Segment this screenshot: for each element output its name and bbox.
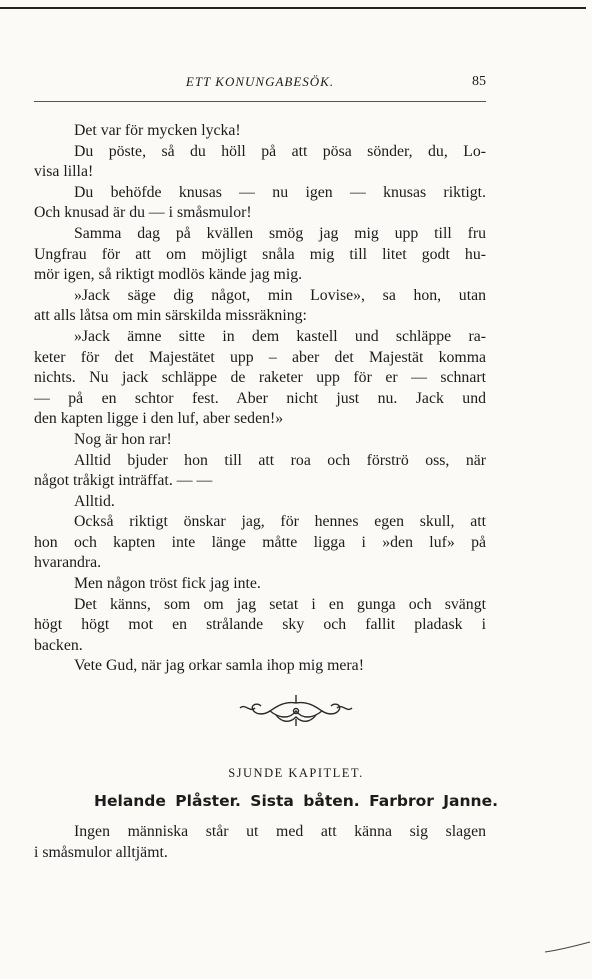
text-line: backen. [34, 636, 83, 654]
text-line: den kapten ligge i den luf, aber seden!» [34, 410, 284, 428]
text-line: Ungfrau för att om möjligt snåla mig till litet godt hu- [34, 245, 486, 263]
text-line: Också riktigt önskar jag, för hennes egen skull, att [74, 513, 486, 531]
text-line: i småsmulor alltjämt. [34, 843, 168, 861]
text-line: keter för det Majestätet upp – aber det Majestät komma [34, 348, 486, 366]
text-line: Du pöste, så du höll på att pösa sönder, du, Lo- [74, 142, 486, 160]
page-header [34, 74, 486, 94]
text-line: Och knusad är du — i småsmulor! [34, 204, 252, 222]
text-line: Alltid. [74, 492, 115, 510]
text-line: Nog är hon rar! [74, 430, 172, 448]
text-line: Du behöfde knusas — nu igen — knusas riktigt. [74, 183, 486, 201]
chapter-title: Helande Plåster. Sista båten. Farbror Janne. [94, 792, 498, 810]
text-line: att alls låtsa om min särskilda missräkning: [34, 307, 307, 325]
text-line: »Jack säge dig något, min Lovise», sa hon, utan [74, 286, 486, 304]
text-line: något tråkigt inträffat. — — [34, 472, 213, 490]
text-line: Det var för mycken lycka! [74, 122, 241, 139]
text-line: mör igen, så riktigt modlös kände jag mig. [34, 266, 303, 284]
text-line: Samma dag på kvällen smög jag mig upp till fru [74, 224, 486, 242]
text-line: hon och kapten inte länge måtte ligga i »den luf» på [34, 533, 486, 551]
text-line: visa lilla! [34, 163, 94, 181]
print-margin-marks [0, 940, 592, 970]
text-line: »Jack ämne sitte in dem kastell und schläppe ra- [74, 327, 486, 345]
header-rule [34, 101, 486, 102]
top-border-rule [0, 7, 586, 9]
ornament-icon [0, 693, 592, 729]
text-line: högt högt mot en strålande sky och fallit pladask i [34, 616, 486, 634]
chapter-body-text [34, 822, 486, 863]
page-number: 85 [472, 74, 486, 89]
text-line: hvarandra. [34, 554, 102, 572]
text-line: Men någon tröst fick jag inte. [74, 575, 261, 593]
text-line: Alltid bjuder hon till att roa och förströ oss, när [74, 451, 486, 469]
text-line: — på en schtor fest. Aber nicht just nu. Jack und [34, 389, 486, 407]
text-line: Vete Gud, när jag orkar samla ihop mig mera! [74, 657, 364, 675]
text-line: nichts. Nu jack schläppe de raketer upp för er — schnart [34, 369, 486, 387]
text-line: Det känns, som om jag setat i en gunga och svängt [74, 595, 486, 613]
body-text [34, 121, 486, 677]
running-head: ETT KONUNGABESÖK. [185, 74, 335, 89]
text-line: Ingen människa står ut med att känna sig slagen [74, 823, 486, 840]
chapter-label: SJUNDE KAPITLET. [228, 766, 364, 780]
